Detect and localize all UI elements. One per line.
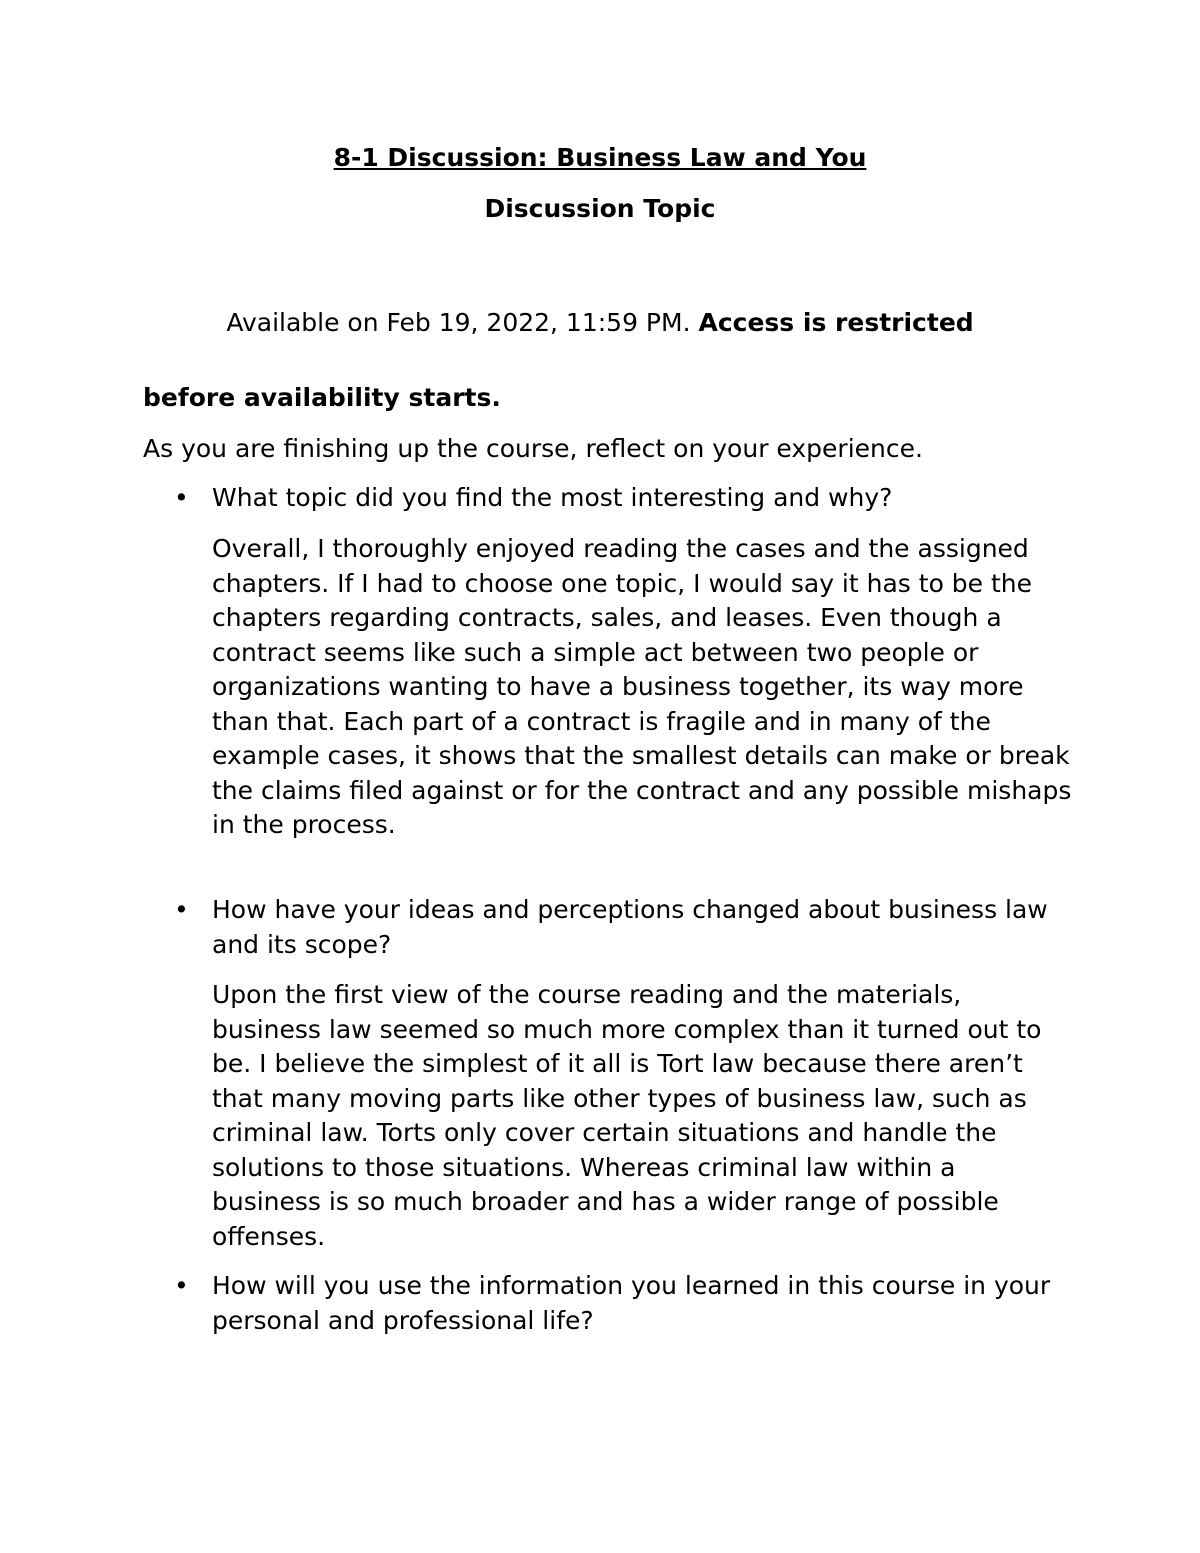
availability-restriction-continued: before availability starts. xyxy=(143,383,501,412)
question-2: How have your ideas and perceptions changed about business law and its scope? xyxy=(212,895,1048,959)
document-subtitle: Discussion Topic xyxy=(484,194,716,223)
answer-2: Upon the first view of the course reading and the materials, business law seemed so much more complex than it turned out to be. I believe the simplest of it all is Tort law because there aren’t that many moving parts like other types of business law, such as criminal law. Torts only cover certain situations and handle the solutions to those situations. Whereas criminal law within a business is so much broader and has a wider range of possible offenses. xyxy=(212,980,1042,1251)
document-title: 8-1 Discussion: Business Law and You xyxy=(333,143,867,172)
availability-date: Available on Feb 19, 2022, 11:59 PM. xyxy=(226,308,699,337)
question-3: How will you use the information you learned in this course in your personal and professional life? xyxy=(212,1271,1051,1335)
availability-line xyxy=(0,305,1200,341)
answer-1: Overall, I thoroughly enjoyed reading the cases and the assigned chapters. If I had to choose one topic, I would say it has to be the chapters regarding contracts, sales, and leases. Even though a contract seems like such a simple act between two people or organizations wanting to have a business together, its way more than that. Each part of a contract is fragile and in many of the example cases, it shows that the smallest details can make or break the claims filed against or for the contract and any possible mishaps in the process. xyxy=(212,534,1072,839)
availability-restriction: Access is restricted xyxy=(698,308,974,337)
intro-paragraph: As you are finishing up the course, reflect on your experience. xyxy=(143,434,923,463)
bullet-3: • xyxy=(174,1271,189,1300)
bullet-2: • xyxy=(174,895,189,924)
bullet-1: • xyxy=(174,483,189,512)
question-1: What topic did you find the most interesting and why? xyxy=(212,483,893,512)
